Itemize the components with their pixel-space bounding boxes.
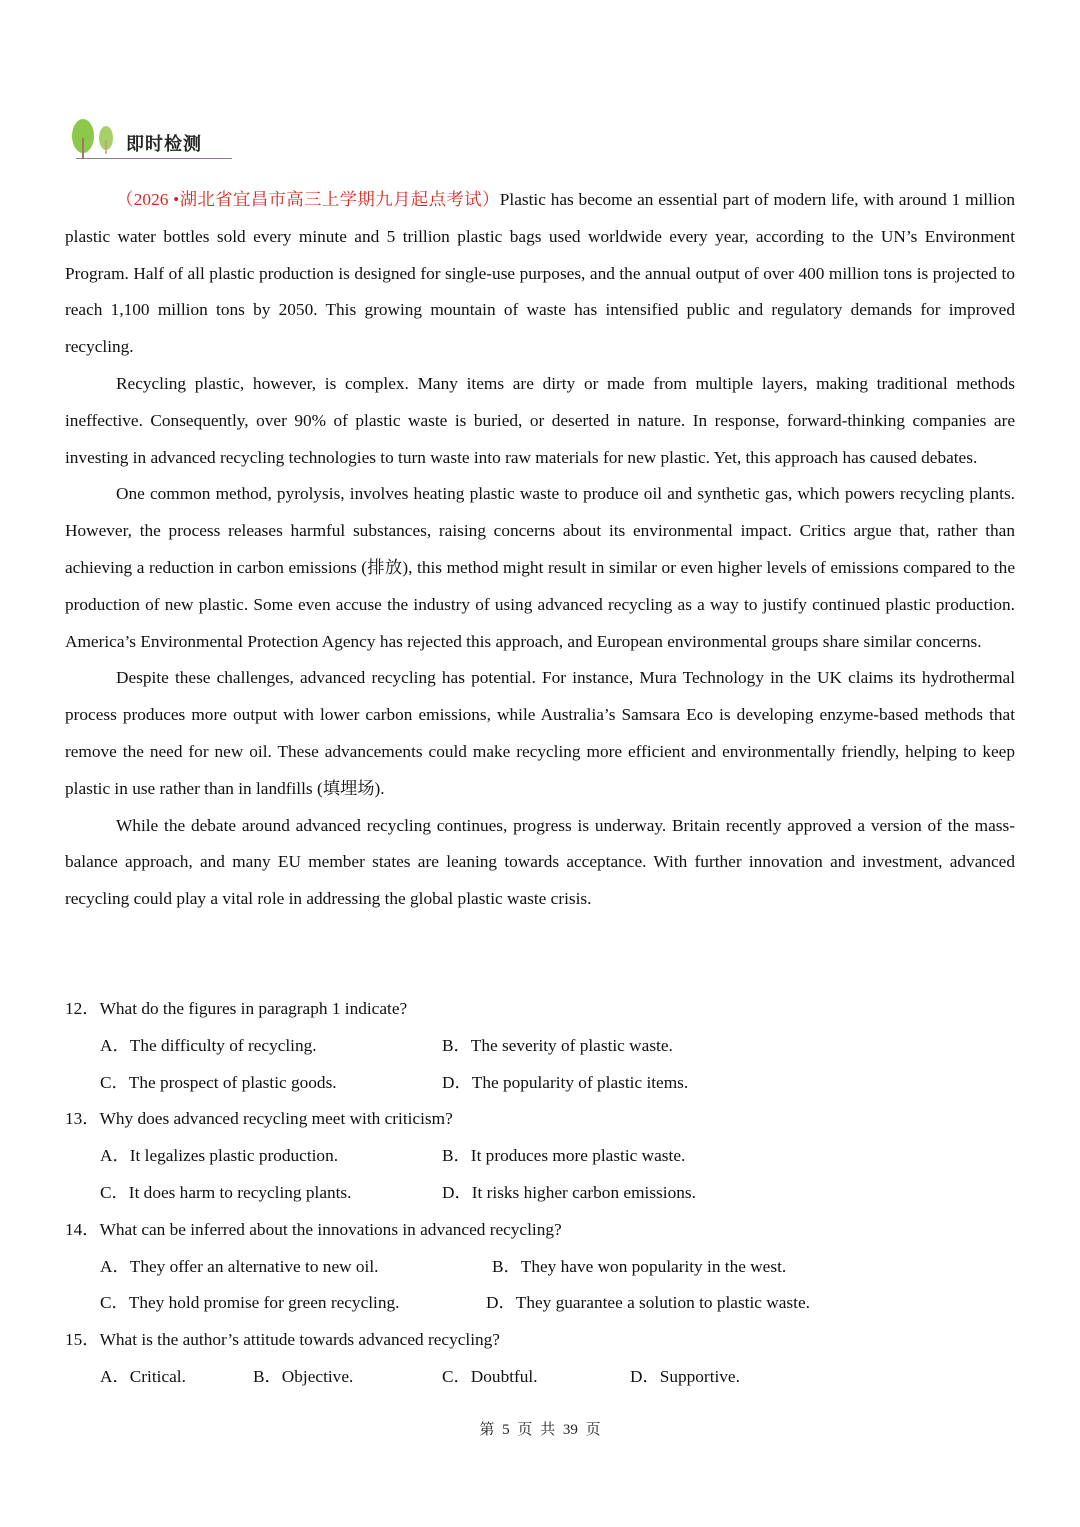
question-12: 12．What do the figures in paragraph 1 indicate? A．The difficulty of recycling. B．The severity of plastic waste. C．The prospect of plastic goods. D．The popularity of plastic items. (65, 991, 1015, 1101)
paragraph-2: Recycling plastic, however, is complex. Many items are dirty or made from multiple layers, making traditional methods ineffective. Consequently, over 90% of plastic waste is buried, or deserted in nature. In response, forward-thinking companies are investing in advanced recycling technologies to turn waste into raw materials for new plastic. Yet, this approach has caused debates. (65, 373, 1015, 467)
option-c[interactable]: C．Doubtful. (442, 1366, 538, 1386)
question-text: What do the figures in paragraph 1 indicate? (99, 999, 408, 1018)
option-c[interactable]: C．They hold promise for green recycling. (100, 1293, 400, 1313)
page-number: 第 5 页 共 39 页 (479, 1422, 601, 1438)
option-d[interactable]: D．It risks higher carbon emissions. (442, 1182, 696, 1202)
option-d[interactable]: D．Supportive. (630, 1366, 740, 1386)
tree-icon (68, 116, 124, 162)
reading-passage (65, 182, 1015, 918)
question-text: Why does advanced recycling meet with criticism? (99, 1109, 453, 1129)
paragraph-3: One common method, pyrolysis, involves heating plastic waste to produce oil and synthetic gas, which powers recycling plants. However, the process releases harmful substances, raising concerns about its environmental impact. Critics argue that, rather than achieving a reduction in carbon emissions (排放), this method might result in similar or even higher levels of emissions compared to the production of new plastic. Some even accuse the industry of using advanced recycling as a way to justify continued plastic production. America’s Environmental Protection Agency has rejected this approach, and European environmental groups share similar concerns. (65, 484, 1015, 651)
option-b[interactable]: B．The severity of plastic waste. (442, 1035, 673, 1055)
section-header (68, 116, 233, 162)
option-b[interactable]: B．Objective. (253, 1366, 354, 1386)
option-a[interactable]: A．The difficulty of recycling. (100, 1035, 317, 1055)
question-text: What is the author’s attitude towards advanced recycling? (99, 1330, 500, 1350)
question-14: 14．What can be inferred about the innovations in advanced recycling? A．They offer an alternative to new oil. B．They have won popularity in the west. C．They hold promise for green recycling. D．They guarantee a solution to plastic waste. (65, 1212, 1015, 1322)
question-15: 15．What is the author’s attitude towards advanced recycling? A．Critical. B．Objective. C．Doubtful. D．Supportive. (65, 1322, 1015, 1396)
option-d[interactable]: D．The popularity of plastic items. (442, 1072, 689, 1092)
option-d[interactable]: D．They guarantee a solution to plastic waste. (486, 1293, 810, 1313)
option-a[interactable]: A．Critical. (100, 1366, 186, 1386)
question-text: What can be inferred about the innovations in advanced recycling? (99, 1219, 562, 1239)
question-list (65, 991, 1015, 1396)
section-title: 即时检测 (126, 134, 202, 155)
option-a[interactable]: A．They offer an alternative to new oil. (100, 1256, 379, 1276)
source-citation: （2026 •湖北省宜昌市高三上学期九月起点考试） (116, 190, 500, 209)
option-a[interactable]: A．It legalizes plastic production. (100, 1146, 339, 1166)
option-b[interactable]: B．It produces more plastic waste. (442, 1146, 686, 1166)
paragraph-5: While the debate around advanced recycling continues, progress is underway. Britain recently approved a version of the mass-balance approach, and many EU member states are leaning towards acceptance. With further innovation and investment, advanced recycling could play a vital role in addressing the global plastic waste crisis. (65, 815, 1015, 909)
paragraph-1: （2026 •湖北省宜昌市高三上学期九月起点考试）Plastic has become an essential part of modern life, with around 1 million plastic water bottles sold every minute and 5 trillion plastic bags used worldwide every year, according to the UN’s Environment Program. Half of all plastic production is designed for single-use purposes, and the annual output of over 400 million tons is projected to reach 1,100 million tons by 2050. This growing mountain of waste has intensified public and regulatory demands for improved recycling. (65, 190, 1015, 357)
question-13: 13．Why does advanced recycling meet with criticism? A．It legalizes plastic production. B．It produces more plastic waste. C．It does harm to recycling plants. D．It risks higher carbon emissions. (65, 1101, 1015, 1211)
header-underline (76, 158, 232, 159)
option-c[interactable]: C．It does harm to recycling plants. (100, 1182, 352, 1202)
option-b[interactable]: B．They have won popularity in the west. (492, 1256, 787, 1276)
option-c[interactable]: C．The prospect of plastic goods. (100, 1072, 337, 1092)
paragraph-4: Despite these challenges, advanced recycling has potential. For instance, Mura Technology in the UK claims its hydrothermal process produces more output with lower carbon emissions, while Australia’s Samsara Eco is developing enzyme-based methods that remove the need for new oil. These advancements could make recycling more efficient and environmentally friendly, helping to keep plastic in use rather than in landfills (填埋场). (65, 668, 1015, 798)
